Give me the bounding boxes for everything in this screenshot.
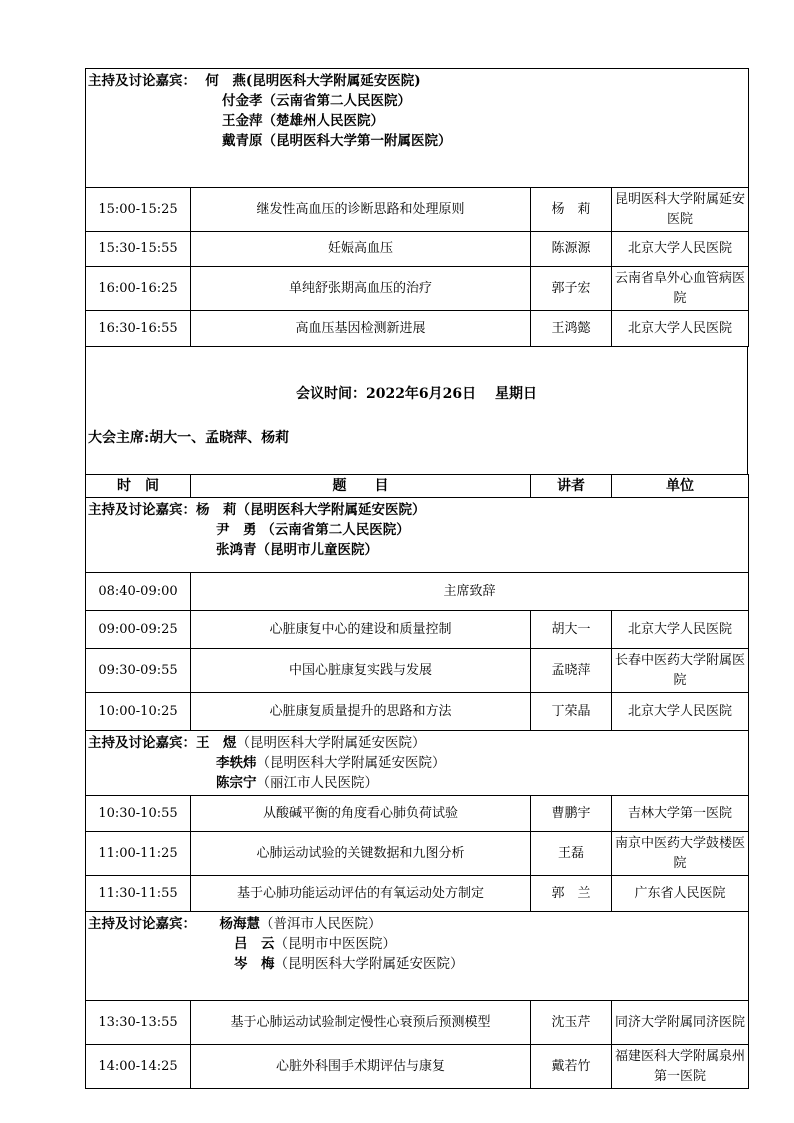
topic-cell: 心脏康复质量提升的思路和方法 xyxy=(191,693,531,731)
agenda-table-1 xyxy=(85,68,749,347)
time-cell: 09:00-09:25 xyxy=(86,611,191,649)
host-institution: （昆明医科大学附属延安医院） xyxy=(236,502,426,518)
speaker-cell: 王鸿懿 xyxy=(531,311,612,347)
unit-cell: 福建医科大学附属泉州第一医院 xyxy=(612,1045,749,1089)
host-block-1 xyxy=(86,69,749,188)
unit-cell: 长春中医药大学附属医院 xyxy=(612,649,749,693)
host-line xyxy=(88,733,746,753)
host-institution: （昆明医科大学第一附属医院） xyxy=(262,133,452,149)
time-cell: 13:30-13:55 xyxy=(86,1001,191,1045)
agenda-document xyxy=(85,68,748,1089)
host-line xyxy=(88,91,746,111)
host-institution: （昆明市儿童医院） xyxy=(256,542,378,558)
host-block-2 xyxy=(86,498,749,573)
speaker-cell: 曹鹏宇 xyxy=(531,796,612,832)
topic-cell: 心脏康复中心的建设和质量控制 xyxy=(191,611,531,649)
session-chair: 大会主席:胡大一、孟晓萍、杨莉 xyxy=(88,430,290,446)
speaker-cell: 郭子宏 xyxy=(531,267,612,311)
time-cell: 10:30-10:55 xyxy=(86,796,191,832)
topic-cell: 心脏外科围手术期评估与康复 xyxy=(191,1045,531,1089)
speaker-cell: 胡大一 xyxy=(531,611,612,649)
time-cell: 14:00-14:25 xyxy=(86,1045,191,1089)
speaker-cell: 孟晓萍 xyxy=(531,649,612,693)
table-row xyxy=(86,267,749,311)
host-line xyxy=(88,753,746,773)
host-name: 吕 云 xyxy=(234,936,275,952)
table-row xyxy=(86,876,749,912)
unit-cell: 同济大学附属同济医院 xyxy=(612,1001,749,1045)
time-cell: 08:40-09:00 xyxy=(86,573,191,611)
host-name: 岑 梅 xyxy=(234,956,275,972)
time-cell: 15:30-15:55 xyxy=(86,232,191,267)
speaker-cell: 王磊 xyxy=(531,832,612,876)
host-block-3 xyxy=(86,731,749,796)
host-label: 主持及讨论嘉宾： xyxy=(88,73,196,89)
host-institution: （昆明医科大学附属延安医院） xyxy=(256,755,446,771)
topic-cell: 基于心肺运动试验制定慢性心衰预后预测模型 xyxy=(191,1001,531,1045)
host-label: 主持及讨论嘉宾： xyxy=(88,916,196,932)
host-name: 戴青原 xyxy=(222,133,263,149)
host-institution: （楚雄州人民医院） xyxy=(262,113,384,129)
topic-cell: 高血压基因检测新进展 xyxy=(191,311,531,347)
speaker-cell: 丁荣晶 xyxy=(531,693,612,731)
table-row xyxy=(86,611,749,649)
unit-cell: 北京大学人民医院 xyxy=(612,311,749,347)
host-institution: （昆明市中医医院） xyxy=(274,936,396,952)
speaker-cell: 郭 兰 xyxy=(531,876,612,912)
session-date: 会议时间：2022年6月26日 星期日 xyxy=(295,386,538,402)
unit-cell: 北京大学人民医院 xyxy=(612,232,749,267)
host-name: 李轶炜 xyxy=(216,755,257,771)
host-line xyxy=(88,111,746,131)
unit-cell: 昆明医科大学附属延安医院 xyxy=(612,188,749,232)
session-info xyxy=(85,347,748,475)
time-cell: 15:00-15:25 xyxy=(86,188,191,232)
host-institution: （普洱市人民医院） xyxy=(260,916,382,932)
host-label: 主持及讨论嘉宾： xyxy=(88,502,196,518)
topic-cell: 主席致辞 xyxy=(191,573,749,611)
host-institution: （云南省第二人民医院） xyxy=(262,93,411,109)
host-name: 付金孝 xyxy=(222,93,263,109)
host-institution: （丽江市人民医院） xyxy=(256,775,378,791)
time-cell: 11:00-11:25 xyxy=(86,832,191,876)
topic-cell: 单纯舒张期高血压的治疗 xyxy=(191,267,531,311)
topic-cell: 从酸碱平衡的角度看心肺负荷试验 xyxy=(191,796,531,832)
host-institution: (昆明医科大学附属延安医院) xyxy=(245,73,421,89)
host-institution: （云南省第二人民医院） xyxy=(256,522,410,538)
unit-cell: 南京中医药大学鼓楼医院 xyxy=(612,832,749,876)
host-name: 尹 勇 xyxy=(216,522,257,538)
host-line xyxy=(88,540,746,560)
host-name: 张鸿青 xyxy=(216,542,257,558)
unit-cell: 吉林大学第一医院 xyxy=(612,796,749,832)
host-institution: （昆明医科大学附属延安医院） xyxy=(274,956,464,972)
table-row xyxy=(86,693,749,731)
host-label: 主持及讨论嘉宾： xyxy=(88,735,196,751)
host-line xyxy=(88,954,746,974)
host-name: 陈宗宁 xyxy=(216,775,257,791)
topic-cell: 中国心脏康复实践与发展 xyxy=(191,649,531,693)
host-institution: （昆明医科大学附属延安医院） xyxy=(236,735,426,751)
agenda-table-2 xyxy=(85,474,749,1089)
table-row xyxy=(86,796,749,832)
table-row xyxy=(86,1045,749,1089)
host-name: 何 燕 xyxy=(205,73,246,89)
speaker-cell: 沈玉芹 xyxy=(531,1001,612,1045)
host-line xyxy=(88,520,746,540)
unit-cell: 云南省阜外心血管病医院 xyxy=(612,267,749,311)
table-row xyxy=(86,1001,749,1045)
time-cell: 09:30-09:55 xyxy=(86,649,191,693)
speaker-cell: 戴若竹 xyxy=(531,1045,612,1089)
time-cell: 16:30-16:55 xyxy=(86,311,191,347)
topic-cell: 继发性高血压的诊断思路和处理原则 xyxy=(191,188,531,232)
host-line xyxy=(88,71,746,91)
header-unit: 单位 xyxy=(612,475,749,498)
host-name: 杨海慧 xyxy=(219,916,260,932)
host-line xyxy=(88,914,746,934)
host-name: 王 煜 xyxy=(196,735,237,751)
host-line xyxy=(88,500,746,520)
host-line xyxy=(88,131,746,151)
table-row xyxy=(86,311,749,347)
table-header xyxy=(86,475,749,498)
topic-cell: 心肺运动试验的关键数据和九图分析 xyxy=(191,832,531,876)
time-cell: 16:00-16:25 xyxy=(86,267,191,311)
speaker-cell: 陈源源 xyxy=(531,232,612,267)
table-row xyxy=(86,232,749,267)
host-line xyxy=(88,934,746,954)
table-row xyxy=(86,188,749,232)
header-speaker: 讲者 xyxy=(531,475,612,498)
host-line xyxy=(88,773,746,793)
host-block-4 xyxy=(86,912,749,1001)
unit-cell: 北京大学人民医院 xyxy=(612,611,749,649)
table-row xyxy=(86,649,749,693)
unit-cell: 北京大学人民医院 xyxy=(612,693,749,731)
host-name: 杨 莉 xyxy=(196,502,237,518)
speaker-cell: 杨 莉 xyxy=(531,188,612,232)
time-cell: 10:00-10:25 xyxy=(86,693,191,731)
table-row xyxy=(86,832,749,876)
topic-cell: 基于心肺功能运动评估的有氧运动处方制定 xyxy=(191,876,531,912)
unit-cell: 广东省人民医院 xyxy=(612,876,749,912)
time-cell: 11:30-11:55 xyxy=(86,876,191,912)
header-time: 时 间 xyxy=(86,475,191,498)
header-topic: 题 目 xyxy=(191,475,531,498)
topic-cell: 妊娠高血压 xyxy=(191,232,531,267)
table-row xyxy=(86,573,749,611)
host-name: 王金萍 xyxy=(222,113,263,129)
